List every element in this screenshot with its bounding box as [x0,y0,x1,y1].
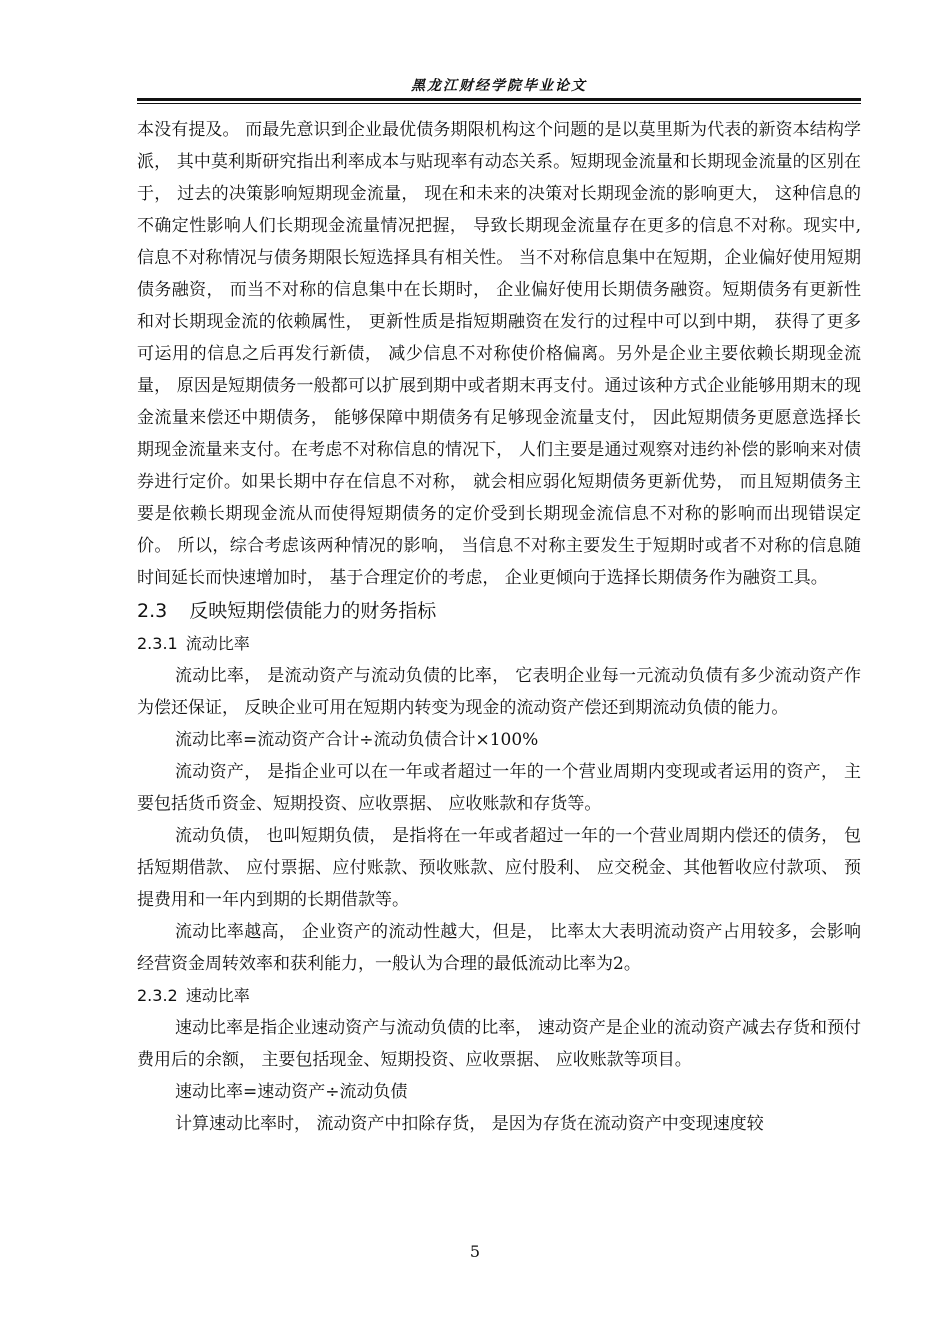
body-paragraph: 流动资产， 是指企业可以在一年或者超过一年的一个营业周期内变现或者运用的资产， 主要包括货币资金、短期投资、应收票据、 应收账款和存货等。 [137,762,861,814]
page-number: 5 [469,1242,481,1261]
section-title: 流动比率 [185,634,250,653]
body-paragraph: 速动比率是指企业速动资产与流动负债的比率， 速动资产是企业的流动资产减去存货和预付费用后的余额， 主要包括现金、短期投资、应收票据、 应收账款等项目。 [137,1018,861,1070]
section-number: 2.3.2 [137,986,178,1005]
page-body [137,114,861,1140]
body-paragraph: 计算速动比率时， 流动资产中扣除存货， 是因为存货在流动资产中变现速度较 [175,1114,764,1134]
section-number: 2.3.1 [137,634,178,653]
section-number: 2.3 [137,600,168,622]
section-heading-2-3-1 [137,628,861,660]
section-heading-2-3-2 [137,980,861,1012]
page-header: 黑龙江财经学院毕业论文 [411,78,587,94]
body-paragraph: 流动负债， 也叫短期负债， 是指将在一年或者超过一年的一个营业周期内偿还的债务， 包括短期借款、 应付票据、应付账款、预收账款、应付股利、 应交税金、其他暂收应付款项、 预提费用和一年内到期的长期借款等。 [137,826,861,910]
formula-current-ratio: 流动比率=流动资产合计÷流动负债合计×100% [175,730,539,750]
header-rule [137,98,861,101]
body-paragraph: 流动比率， 是流动资产与流动负债的比率， 它表明企业每一元流动负债有多少流动资产作为偿还保证， 反映企业可用在短期内转变为现金的流动资产偿还到期流动负债的能力。 [137,666,861,718]
header-rule-thin [137,103,861,104]
body-paragraph: 流动比率越高， 企业资产的流动性越大，但是， 比率太大表明流动资产占用较多，会影响经营资金周转效率和获利能力，一般认为合理的最低流动比率为2。 [137,922,861,974]
body-paragraph: 本没有提及。 而最先意识到企业最优债务期限机构这个问题的是以莫里斯为代表的新资本结构学派， 其中莫利斯研究指出利率成本与贴现率有动态关系。短期现金流量和长期现金流量的区别在于， 过去的决策影响短期现金流量， 现在和未来的决策对长期现金流的影响更大， 这种信息的不确定性影响人们长期现金流量情况把握， 导致长期现金流量存在更多的信息不对称。现实中,信息不对称情况与债务期限长短选择具有相关性。 当不对称信息集中在短期，企业偏好使用短期债务融资， 而当不对称的信息集中在长期时， 企业偏好使用长期债务融资。短期债务有更新性和对长期现金流的依赖属性， 更新性质是指短期融资在发行的过程中可以到中期， 获得了更多可运用的信息之后再发行新债， 减少信息不对称使价格偏离。另外是企业主要依赖长期现金流量， 原因是短期债务一般都可以扩展到期中或者期末再支付。通过该种方式企业能够用期末的现金流量来偿还中期债务， 能够保障中期债务有足够现金流量支付， 因此短期债务更愿意选择长期现金流量来支付。在考虑不对称信息的情况下， 人们主要是通过观察对违约补偿的影响来对债券进行定价。如果长期中存在信息不对称， 就会相应弱化短期债务更新优势， 而且短期债务主要是依赖长期现金流从而使得短期债务的定价受到长期现金流信息不对称的影响而出现错误定价。 所以，综合考虑该两种情况的影响， 当信息不对称主要发生于短期时或者不对称的信息随时间延长而快速增加时， 基于合理定价的考虑， 企业更倾向于选择长期债务作为融资工具。 [137,120,861,588]
section-heading-2-3 [137,594,861,628]
section-title: 反映短期偿债能力的财务指标 [189,600,437,622]
formula-quick-ratio: 速动比率=速动资产÷流动负债 [175,1082,408,1102]
section-title: 速动比率 [185,986,250,1005]
